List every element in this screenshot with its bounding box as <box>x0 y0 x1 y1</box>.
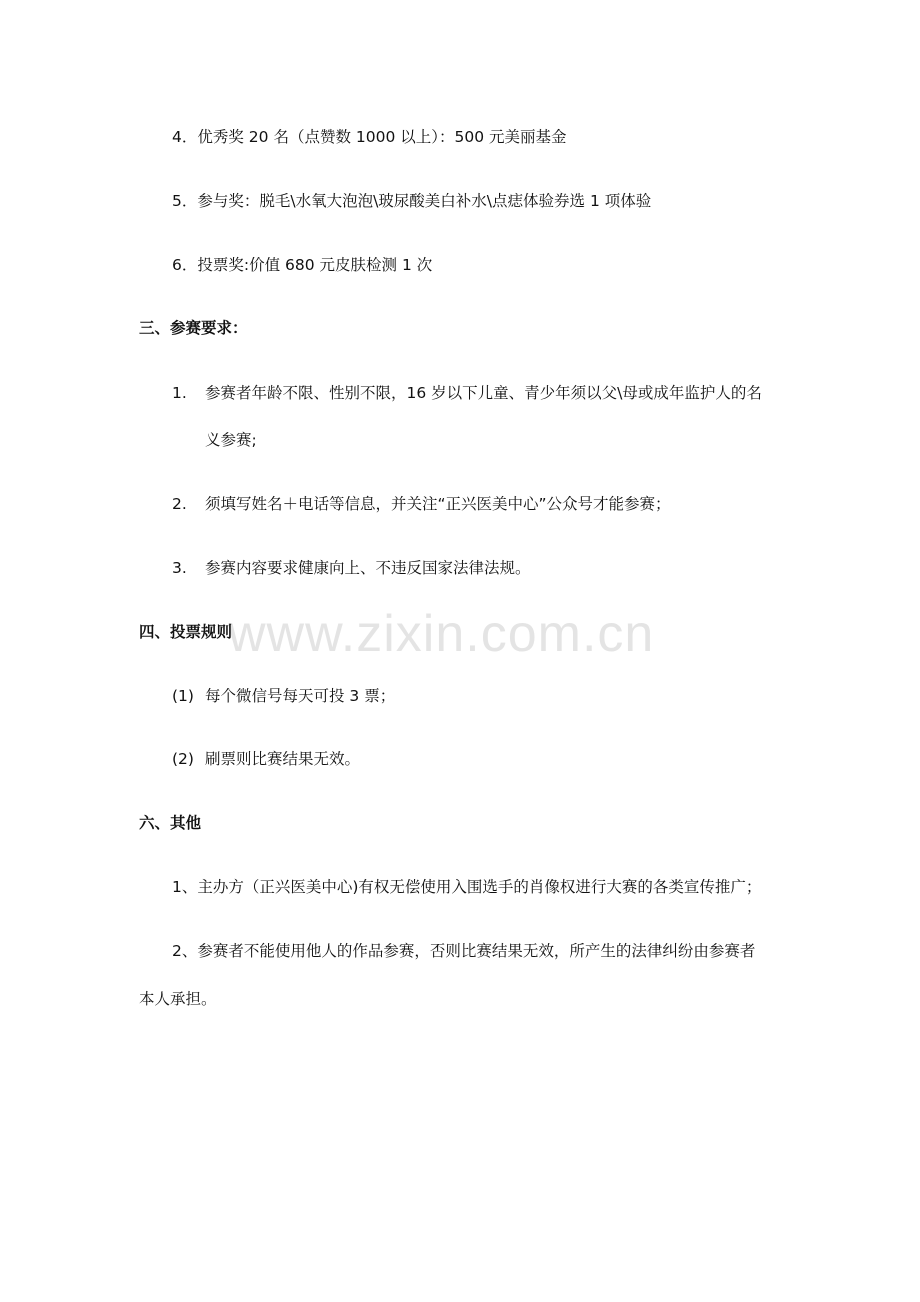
list-item-number: 1. <box>172 384 187 402</box>
section-heading-other: 六、其他 <box>139 814 202 832</box>
list-item-number: 2. <box>172 495 187 513</box>
list-item: 每个微信号每天可投 3 票； <box>205 687 396 705</box>
list-item-number: 3. <box>172 559 187 577</box>
paragraph-plagiarism: 2、参赛者不能使用他人的作品参赛，否则比赛结果无效，所产生的法律纠纷由参赛者 <box>172 942 756 960</box>
paragraph-portrait-rights: 1、主办方（正兴医美中心)有权无偿使用入围选手的肖像权进行大赛的各类宣传推广； <box>172 878 762 896</box>
list-item-number: (1) <box>172 687 194 705</box>
section-heading-requirements: 三、参赛要求： <box>139 319 248 337</box>
prize-excellence: 4．优秀奖 20 名（点赞数 1000 以上）：500 元美丽基金 <box>172 128 567 146</box>
list-item: 参赛内容要求健康向上、不违反国家法律法规。 <box>205 559 531 577</box>
list-item: 须填写姓名＋电话等信息，并关注“正兴医美中心”公众号才能参赛； <box>205 495 671 513</box>
list-item: 参赛者年龄不限、性别不限，16 岁以下儿童、青少年须以父\母或成年监护人的名 <box>205 384 762 402</box>
prize-voting: 6．投票奖:价值 680 元皮肤检测 1 次 <box>172 256 433 274</box>
list-item: 刷票则比赛结果无效。 <box>205 750 361 768</box>
section-heading-voting: 四、投票规则 <box>139 623 233 641</box>
prize-participation: 5．参与奖：脱毛\水氧大泡泡\玻尿酸美白补水\点痣体验券选 1 项体验 <box>172 192 652 210</box>
list-item-number: (2) <box>172 750 194 768</box>
list-item-continuation: 义参赛; <box>205 431 257 449</box>
paragraph-plagiarism-continuation: 本人承担。 <box>139 990 217 1008</box>
watermark: www.zixin.com.cn <box>228 605 655 663</box>
